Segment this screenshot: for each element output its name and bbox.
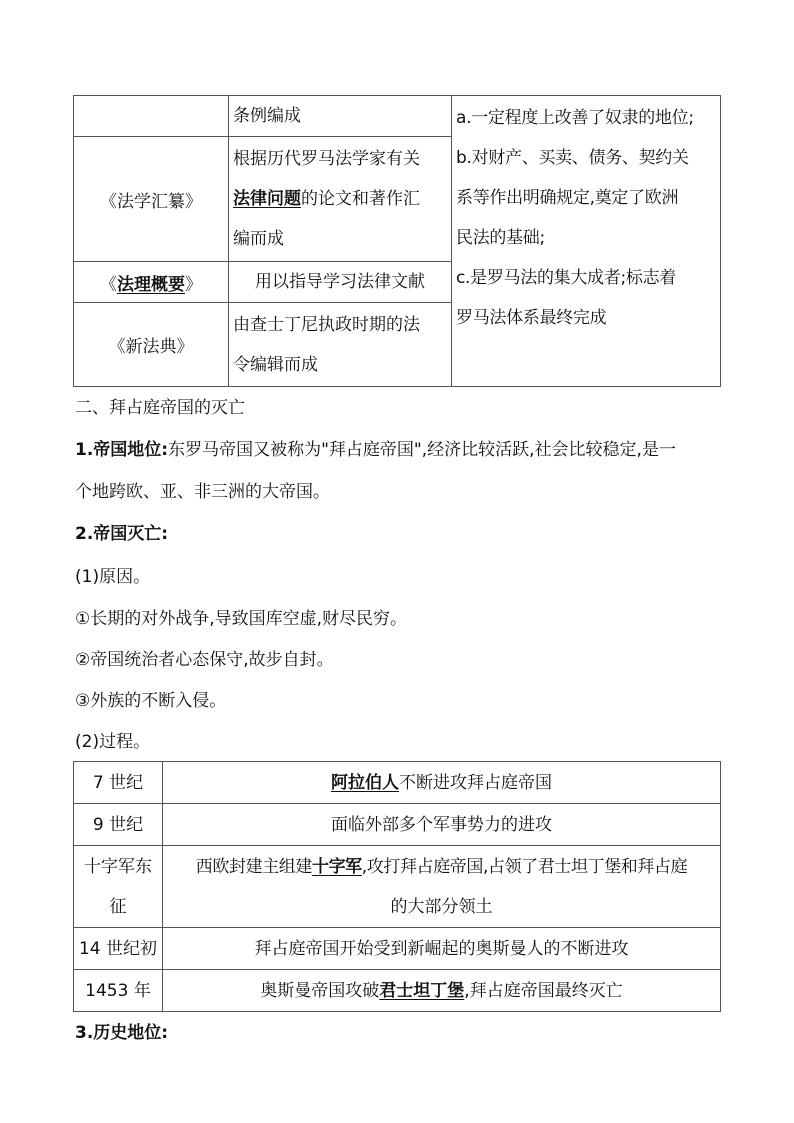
- table-cell: 条例编成: [229, 96, 452, 137]
- subsection-label: (2)过程。: [75, 732, 151, 752]
- paragraph-label: 3.历史地位:: [75, 1023, 169, 1043]
- impact-line: b.对财产、买卖、债务、契约关: [456, 148, 689, 168]
- impact-line: a.一定程度上改善了奴隶的地位;: [456, 108, 694, 128]
- paragraph-label: 1.帝国地位:: [75, 440, 169, 460]
- table-cell: 《新法典》: [74, 303, 229, 387]
- table-cell: 1453 年: [74, 970, 163, 1012]
- key-term: 君士坦丁堡: [379, 980, 465, 1001]
- cell-line: 令编辑而成: [233, 354, 318, 375]
- cell-text: 《: [100, 274, 117, 295]
- cell-line: 十字军东: [84, 856, 152, 877]
- key-term: 阿拉伯人: [331, 772, 399, 793]
- table-cell: [163, 762, 721, 804]
- key-term: 十字军: [311, 856, 362, 877]
- cell-text: ,攻打拜占庭帝国,占领了君士坦丁堡和拜占庭: [361, 856, 688, 877]
- cell-line: 由查士丁尼执政时期的法: [233, 314, 420, 335]
- law-codes-table: [73, 95, 721, 387]
- cell-line: 征: [109, 896, 127, 917]
- cell-text: 的论文和著作汇: [301, 189, 420, 209]
- table-cell: 面临外部多个军事势力的进攻: [163, 804, 721, 846]
- cell-text: 不断进攻拜占庭帝国: [399, 772, 552, 793]
- table-cell: 14 世纪初: [74, 928, 163, 970]
- paragraph-label: 2.帝国灭亡:: [75, 524, 169, 544]
- cell-line: 编而成: [233, 229, 284, 249]
- key-term: 法理概要: [117, 274, 185, 295]
- table-cell: [163, 970, 721, 1012]
- paragraph-line: [75, 430, 676, 470]
- section-heading: 二、拜占庭帝国的灭亡: [75, 398, 245, 418]
- cell-line: 的大部分领土: [390, 896, 493, 917]
- table-cell: 用以指导学习法律文献: [229, 262, 452, 303]
- impact-line: 系等作出明确规定,奠定了欧洲: [456, 188, 679, 208]
- table-cell: [74, 96, 229, 137]
- key-term: 法律问题: [233, 189, 301, 209]
- table-cell: 7 世纪: [74, 762, 163, 804]
- decline-process-table: [73, 761, 721, 1012]
- table-cell: [229, 303, 452, 387]
- cell-line: [233, 179, 447, 219]
- table-cell: [229, 137, 452, 262]
- impact-line: 罗马法体系最终完成: [456, 308, 607, 328]
- cell-line: 根据历代罗马法学家有关: [233, 149, 420, 169]
- cell-text: 》: [185, 274, 202, 295]
- table-cell: [74, 262, 229, 303]
- impact-line: 民法的基础;: [456, 228, 545, 248]
- table-cell: 9 世纪: [74, 804, 163, 846]
- table-cell: 拜占庭帝国开始受到新崛起的奥斯曼人的不断进攻: [163, 928, 721, 970]
- cell-text: 奥斯曼帝国攻破: [260, 980, 380, 1001]
- cell-line: [163, 847, 720, 887]
- list-item: ②帝国统治者心态保守,故步自封。: [75, 650, 334, 670]
- table-cell: [163, 846, 721, 928]
- table-cell: 《法学汇纂》: [74, 137, 229, 262]
- cell-text: 西欧封建主组建: [195, 856, 312, 877]
- list-item: ③外族的不断入侵。: [75, 691, 227, 711]
- paragraph-text: 东罗马帝国又被称为"拜占庭帝国",经济比较活跃,社会比较稳定,是一: [168, 440, 676, 460]
- paragraph-line: 个地跨欧、亚、非三洲的大帝国。: [75, 482, 330, 502]
- impact-cell: [452, 96, 721, 387]
- impact-line: c.是罗马法的集大成者;标志着: [456, 268, 676, 288]
- subsection-label: (1)原因。: [75, 567, 151, 587]
- table-cell: [74, 846, 163, 928]
- cell-text: ,拜占庭帝国最终灭亡: [464, 980, 623, 1001]
- list-item: ①长期的对外战争,导致国库空虚,财尽民穷。: [75, 609, 408, 629]
